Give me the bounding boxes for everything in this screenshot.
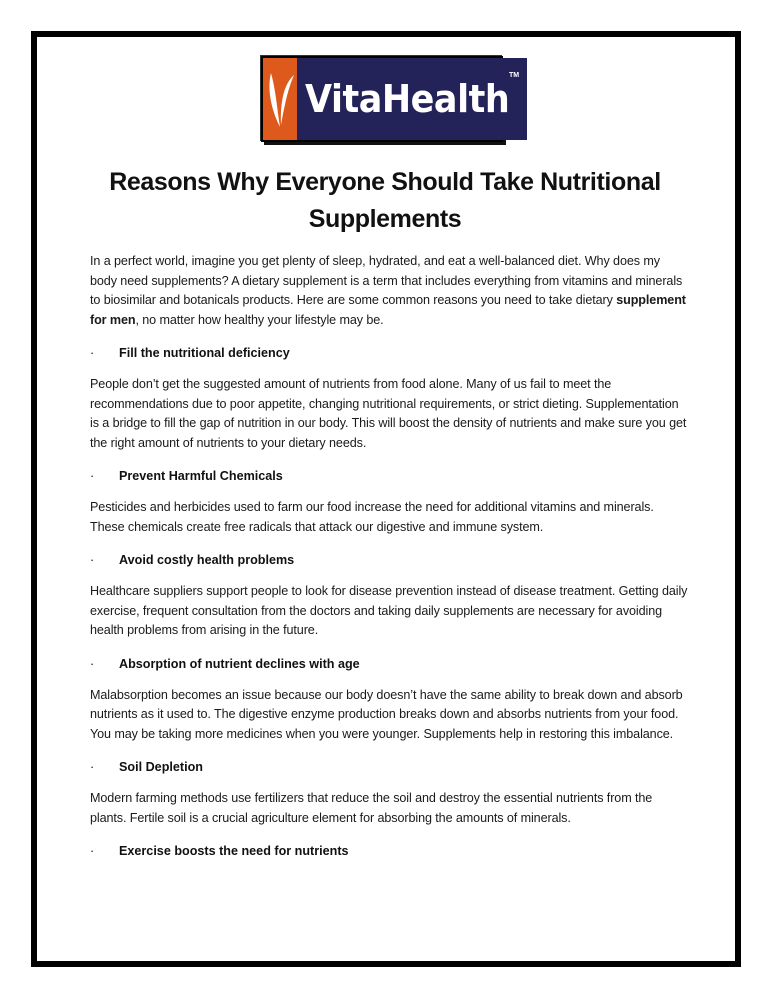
section-paragraph: Pesticides and herbicides used to farm our food increase the need for additional vitamins and minerals. These chemicals create free radicals that attack our digestive and immune system.	[90, 500, 654, 534]
bullet-icon: ·	[90, 844, 95, 858]
heading-text: Avoid costly health problems	[119, 553, 295, 567]
heading-text: Soil Depletion	[119, 760, 203, 774]
section-paragraph: Modern farming methods use fertilizers that reduce the soil and destroy the essential nutrients from the plants. Fertile soil is a crucial agriculture element for absorbing the amounts of minerals.	[90, 791, 653, 825]
section-paragraph: Healthcare suppliers support people to look for disease prevention instead of disease treatment. Getting daily exercise, frequent consultation from the doctors and taking daily supplements are necessary for avoiding health problems from arising in the future.	[90, 584, 688, 637]
heading-text: Prevent Harmful Chemicals	[119, 469, 283, 483]
heading-text: Absorption of nutrient declines with age	[119, 656, 360, 671]
section-paragraph: People don’t get the suggested amount of nutrients from food alone. Many of us fail to meet the recommendations due to poor appetite, changing nutritional requirements, or strict dieting. Supplementation is a bridge to fill the gap of nutrition in our body. This will boost the density of nutrients and make sure you get the right amount of nutrients to your dietary needs.	[90, 377, 687, 450]
section-heading	[90, 842, 690, 861]
bullet-icon: ·	[90, 346, 95, 360]
section-heading	[90, 344, 690, 363]
document-title: Reasons Why Everyone Should Take Nutritional Supplements	[109, 168, 661, 233]
section-heading	[90, 551, 690, 570]
bullet-icon: ·	[90, 656, 95, 671]
section-heading	[90, 655, 690, 674]
document-body	[90, 252, 690, 861]
bullet-icon: ·	[90, 760, 95, 774]
section-paragraph: Malabsorption becomes an issue because our body doesn’t have the same ability to break down and absorb nutrients as it used to. The digestive enzyme production breaks down and absorbs nutrients from your food. You may be taking more medicines when you were younger. Supplements help in restoring this imbalance.	[90, 687, 683, 741]
logo-brand-text: VitaHealth	[305, 77, 510, 121]
section-heading	[90, 758, 690, 777]
vitahealth-logo	[261, 56, 520, 142]
heading-text: Fill the nutritional deficiency	[119, 346, 290, 360]
heading-text: Exercise boosts the need for nutrients	[119, 844, 349, 858]
intro-bold-keyword: supplement for men	[90, 293, 686, 327]
intro-text: In a perfect world, imagine you get plenty of sleep, hydrated, and eat a well-balanced diet. Why does my body need supplements? A dietary supplement is a term that includes everything from vitamins and minerals to biosimilar and botanicals products. Here are some common reasons you need to take dietary	[90, 254, 683, 307]
bullet-icon: ·	[90, 469, 95, 483]
bullet-icon: ·	[90, 553, 95, 567]
trademark-symbol: TM	[508, 72, 520, 79]
section-heading	[90, 467, 690, 486]
intro-paragraph	[90, 252, 690, 330]
intro-text-end: , no matter how healthy your lifestyle may be.	[135, 312, 384, 327]
leaf-v-icon	[263, 58, 297, 140]
